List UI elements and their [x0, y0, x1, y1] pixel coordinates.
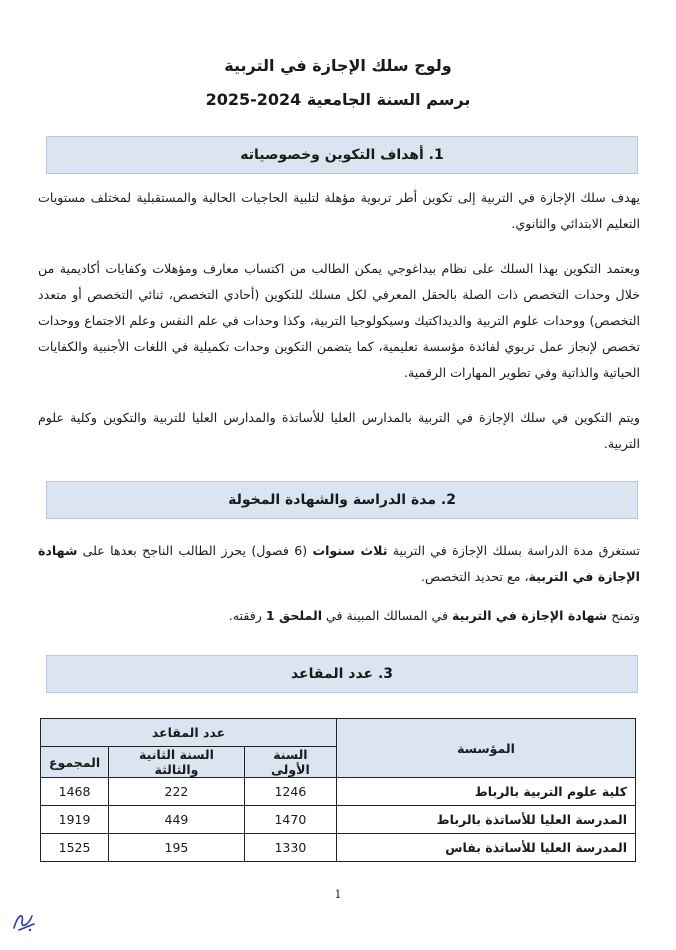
paragraph-diploma	[38, 603, 640, 629]
section-heading-text: 1. أهداف التكوين وخصوصياته	[240, 147, 444, 163]
paragraph-purpose: يهدف سلك الإجازة في التربية إلى تكوين أطر تربوية مؤهلة لتلبية الحاجيات الحالية والمستقبلية لمختلف مستويات التعليم الابتدائي والثانوي.	[38, 190, 640, 231]
document-subtitle: برسم السنة الجامعية 2024-2025	[205, 90, 471, 109]
seats-group-header: عدد المقاعد	[41, 719, 337, 747]
year23-cell: 195	[109, 834, 245, 862]
text-run: رفقته.	[228, 608, 266, 623]
institution-cell: المدرسة العليا للأساتذة بفاس	[337, 834, 636, 862]
text-run: تستغرق مدة الدراسة بسلك الإجازة في التربية	[387, 543, 640, 558]
year23-cell: 449	[109, 806, 245, 834]
section-heading-seats	[46, 655, 638, 693]
total-cell: 1919	[41, 806, 109, 834]
institution-cell: المدرسة العليا للأساتذة بالرباط	[337, 806, 636, 834]
paragraph-duration	[38, 538, 640, 590]
seats-table	[40, 718, 636, 862]
total-cell: 1468	[41, 778, 109, 806]
year1-cell: 1470	[244, 806, 336, 834]
paragraph-pedagogy: ويعتمد التكوين بهذا السلك على نظام بيداغوجي يمكن الطالب من اكتساب معارف ومؤهلات وكفايات أكاديمية من خلال وحدات التخصص ذات الصلة بالحقل المعرفي لكل مسلك للتكوين (أحادي التخصص، ثنائي التخصص أو متعدد التخصص) ووحدات علوم التربية والديداكتيك وسيكولوجيا التربية، وكذا وحدات في علم النفس وعلم الاجتماع ووحدات تخصص لإنجاز عمل تربوي لفائدة مؤسسة تعليمية، كما يتضمن التكوين وحدات تكميلية في اللغات الأجنبية والكفايات الحياتية والذاتية وفي تطوير المهارات الرقمية.	[38, 261, 640, 380]
section-heading-text: 2. مدة الدراسة والشهادة المخولة	[228, 492, 456, 508]
year23-cell: 222	[109, 778, 245, 806]
year1-header: السنة الأولى	[244, 747, 336, 778]
text-run-bold: شهادة الإجازة في التربية	[38, 543, 640, 584]
text-run-bold: ثلاث سنوات	[312, 543, 388, 558]
signature-mark-icon	[10, 906, 40, 936]
table-row	[41, 778, 636, 806]
year23-header: السنة الثانية والثالثة	[109, 747, 245, 778]
total-header: المجموع	[41, 747, 109, 778]
text-run: (6 فصول) يحرز الطالب الناجح بعدها على	[77, 543, 313, 558]
section-heading-text: 3. عدد المقاعد	[290, 666, 394, 682]
total-cell: 1525	[41, 834, 109, 862]
text-run-bold: شهادة الإجازة في التربية	[452, 608, 608, 623]
year1-cell: 1330	[244, 834, 336, 862]
section-heading-objectives	[46, 136, 638, 174]
table-row	[41, 806, 636, 834]
year1-cell: 1246	[244, 778, 336, 806]
paragraph-institutions: ويتم التكوين في سلك الإجازة في التربية بالمدارس العليا للأساتذة والمدارس العليا للتربية والتكوين وكلية علوم التربية.	[38, 410, 640, 451]
text-run: ، مع تحديد التخصص.	[421, 569, 529, 584]
text-run: وتمنح	[607, 608, 640, 623]
text-run-bold: الملحق 1	[265, 608, 323, 623]
section-heading-duration	[46, 481, 638, 519]
institution-header: المؤسسة	[337, 719, 636, 778]
text-run: في المسالك المبينة في	[322, 608, 452, 623]
table-row	[41, 834, 636, 862]
document-title: ولوج سلك الإجازة في التربية	[224, 56, 452, 75]
institution-cell: كلية علوم التربية بالرباط	[337, 778, 636, 806]
page-number: 1	[334, 888, 342, 901]
